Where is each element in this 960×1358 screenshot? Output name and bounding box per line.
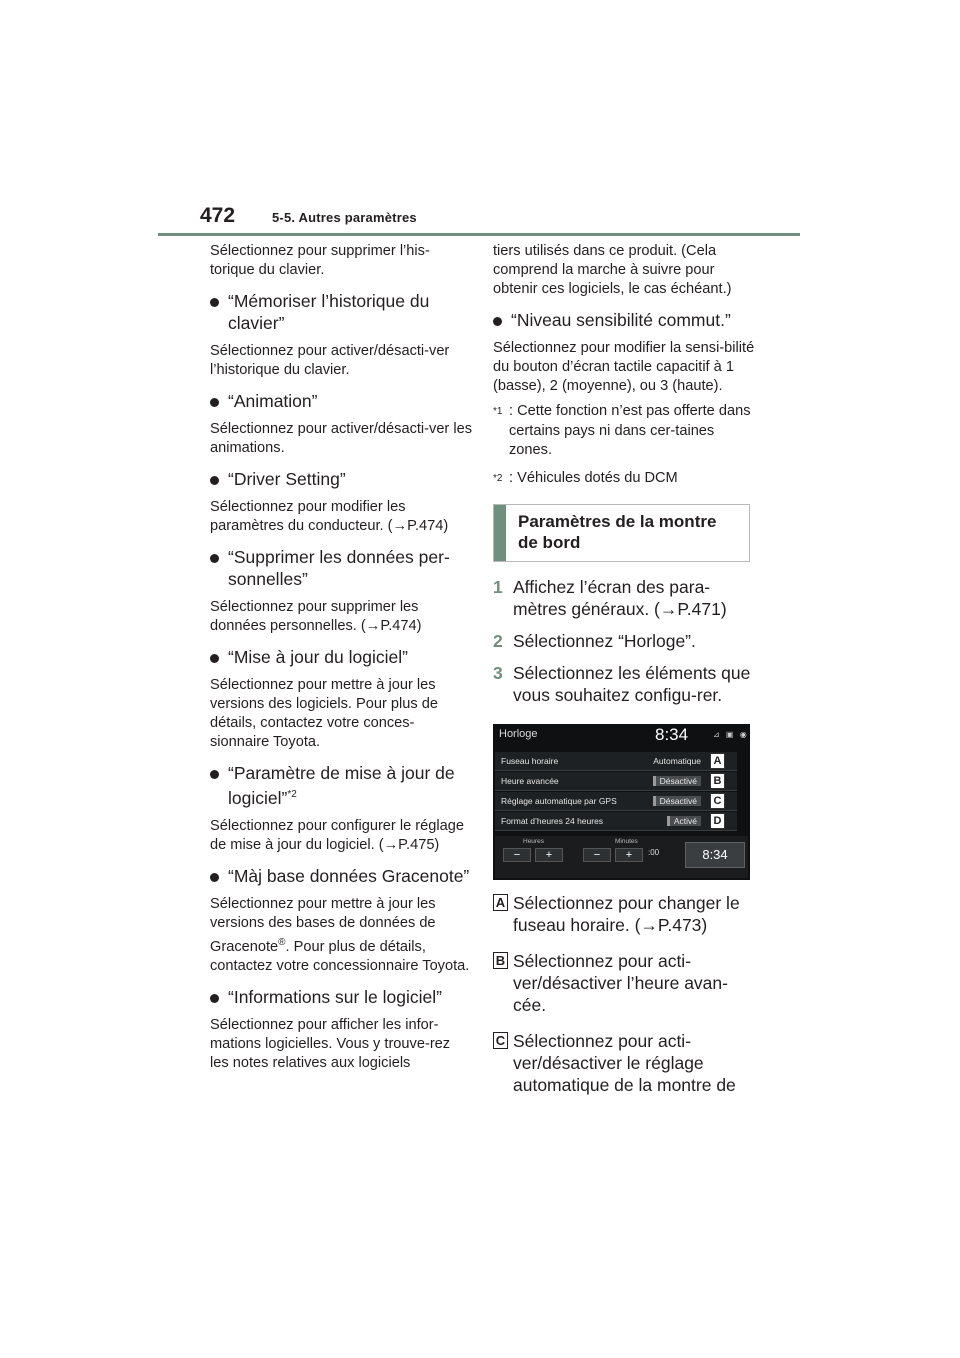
item-text: Sélectionnez pour configurer le réglage de mise à jour du logiciel. (→P.475): [210, 817, 464, 853]
screen-clock: 8:34: [685, 842, 745, 868]
clock-screen-image: [493, 724, 750, 880]
screen-row-24h: Format d’heures 24 heures Activé D: [495, 812, 737, 831]
bullet-icon: [210, 476, 219, 485]
bullet-icon: [210, 298, 219, 307]
item-text: Sélectionnez pour supprimer les données personnelles. (→P.474): [210, 599, 422, 634]
item-text: Sélectionnez pour mettre à jour les versions des logiciels. Pour plus de détails, contactez votre conces-sionnaire Toyota.: [210, 677, 438, 750]
bullet-icon: [493, 317, 502, 326]
screen-row-time-zone: Fuseau horaire Automatique A: [495, 752, 737, 771]
box-title: Paramètres de la montre de bord: [518, 512, 717, 552]
callout-tag: D: [710, 813, 725, 829]
callout-tag: B: [710, 773, 725, 789]
item-text: Sélectionnez pour afficher les infor-mations logicielles. Vous y trouve-rez les notes relatives aux logiciels: [210, 1016, 451, 1071]
step-item: 1 Affichez l’écran des para-mètres généraux. (→P.471): [493, 577, 727, 619]
item-title: “Niveau sensibilité commut.”: [493, 309, 755, 331]
screen-row-dst: Heure avancée Désactivé B: [495, 772, 737, 791]
bullet-icon: [210, 398, 219, 407]
right-column: [493, 242, 755, 1110]
item-title: “Paramètre de mise à jour de logiciel”$^{*2}$: [210, 762, 472, 809]
bullet-icon: [210, 554, 219, 563]
item-text: Sélectionnez pour activer/désacti-ver les animations.: [210, 421, 473, 456]
intro-text: Sélectionnez pour supprimer l’his-torique du clavier.: [210, 243, 430, 278]
screen-row-gps: Réglage automatique par GPS Désactivé C: [495, 792, 737, 811]
page-header: [200, 200, 800, 236]
callout-description: A Sélectionnez pour changer le fuseau horaire. (→P.473): [493, 892, 755, 936]
screen-adjust-bar: Heures Minutes − + − + :00 8:34: [495, 836, 748, 878]
callout-tag: B: [493, 952, 508, 969]
item-title: “Màj base données Gracenote”: [210, 865, 472, 887]
screen-title: Horloge: [499, 728, 538, 740]
callout-description: C Sélectionnez pour acti-ver/désactiver le réglage automatique de la montre de: [493, 1030, 755, 1096]
callout-tag: C: [710, 793, 725, 809]
item-title: “Supprimer les données per-sonnelles”: [210, 546, 472, 590]
bullet-icon: [210, 654, 219, 663]
item-title: “Driver Setting”: [210, 468, 472, 490]
footnote: *1 : Cette fonction n’est pas offerte dans certains pays ni dans cer-taines zones.: [493, 403, 751, 458]
minus-icon: −: [583, 848, 611, 862]
callout-description: B Sélectionnez pour acti-ver/désactiver l’heure avan-cée.: [493, 950, 755, 1016]
item-title: “Animation”: [210, 390, 472, 412]
footnote: *2 : Véhicules dotés du DCM: [493, 469, 678, 486]
item-text: Sélectionnez pour modifier les paramètres du conducteur. (→P.474): [210, 499, 449, 534]
left-column: [210, 242, 472, 1083]
step-item: 3 Sélectionnez les éléments que vous souhaitez configu-rer.: [493, 663, 751, 705]
bullet-icon: [210, 873, 219, 882]
item-title: “Informations sur le logiciel”: [210, 986, 472, 1008]
item-text: Sélectionnez pour mettre à jour les versions des bases de données de Gracenote®. Pour plus de détails, contactez votre concessionnaire Toyota.: [210, 895, 470, 974]
callout-tag: C: [493, 1032, 508, 1049]
header-rule: [158, 233, 800, 236]
continuation-text: tiers utilisés dans ce produit. (Cela comprend la marche à suivre pour obtenir ces logiciels, le cas échéant.): [493, 243, 732, 297]
page-number: 472: [200, 204, 236, 227]
status-icons: ⊿ ▣ ◉: [713, 730, 749, 739]
item-title: “Mise à jour du logiciel”: [210, 646, 472, 668]
plus-icon: +: [535, 848, 563, 862]
bullet-icon: [210, 994, 219, 1003]
item-text: Sélectionnez pour modifier la sensi-bilité du bouton d’écran tactile capacitif à 1 (basse), 2 (moyenne), ou 3 (haute).: [493, 340, 755, 394]
bullet-icon: [210, 770, 219, 779]
step-item: 2 Sélectionnez “Horloge”.: [493, 631, 696, 651]
callout-tag: A: [493, 894, 508, 911]
minus-icon: −: [503, 848, 531, 862]
section-title: 5-5. Autres paramètres: [272, 210, 417, 225]
item-text: Sélectionnez pour activer/désacti-ver l’historique du clavier.: [210, 343, 450, 378]
plus-icon: +: [615, 848, 643, 862]
screen-time: 8:34: [655, 725, 689, 744]
callout-tag: A: [710, 753, 725, 769]
box-accent: [494, 505, 506, 561]
section-box: [493, 504, 750, 562]
item-title: “Mémoriser l’historique du clavier”: [210, 290, 472, 334]
